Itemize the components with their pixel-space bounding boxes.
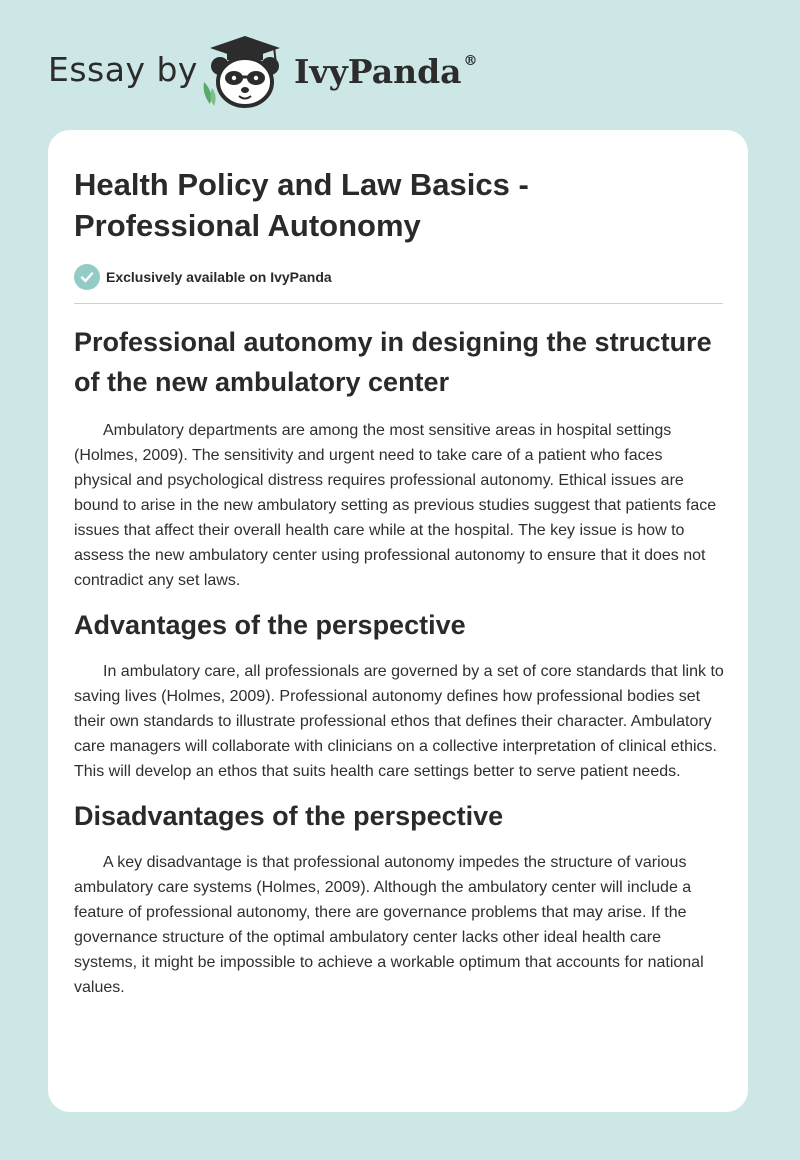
section-heading: Disadvantages of the perspective bbox=[74, 801, 504, 831]
section-paragraph: Ambulatory departments are among the most sensitive areas in hospital settings (Holmes, 2009). The sensitivity and urgent need to take care of a patient who faces physical and psychological distress requires professional autonomy. Ethical issues are bound to arise in the new ambulatory setting as previous studies suggest that patients face issues that affect their overall health care while at the hospital. The key issue is how to assess the new ambulatory center using professional autonomy to ensure that it does not contradict any set laws. bbox=[74, 422, 717, 589]
check-icon bbox=[74, 264, 100, 290]
panda-graduate-logo-icon[interactable] bbox=[200, 34, 290, 110]
section-heading: Advantages of the perspective bbox=[74, 610, 466, 640]
badge-text: Exclusively available on IvyPanda bbox=[106, 269, 332, 285]
exclusive-badge bbox=[74, 263, 332, 291]
section-paragraph: A key disadvantage is that professional autonomy impedes the structure of various ambulatory care systems (Holmes, 2009). Although the ambulatory center will include a feature of professional autonomy, there are governance problems that may arise. If the governance structure of the optimal ambulatory center lacks other ideal health care systems, it might be impossible to achieve a workable optimum that accounts for national values. bbox=[74, 854, 704, 996]
section-paragraph: In ambulatory care, all professionals are governed by a set of core standards that link to saving lives (Holmes, 2009). Professional autonomy defines how professional bodies set their own standards to illustrate professional ethos that defines their character. Ambulatory care managers will collaborate with clinicians on a collective interpretation of clinical ethics. This will develop an ethos that suits health care settings better to serve patient needs. bbox=[74, 663, 724, 780]
brand-prefix: Essay by bbox=[48, 50, 198, 89]
essay-content bbox=[74, 322, 724, 1000]
section-heading: Professional autonomy in designing the structure of the new ambulatory center bbox=[74, 327, 712, 397]
essay-card bbox=[48, 130, 748, 1112]
page-title: Health Policy and Law Basics - Professional Autonomy bbox=[74, 167, 529, 243]
title-divider bbox=[74, 303, 723, 304]
brand-name bbox=[294, 52, 478, 91]
brand-name-text: IvyPanda bbox=[294, 52, 462, 91]
registered-mark: ® bbox=[463, 53, 478, 69]
site-header bbox=[48, 30, 548, 110]
